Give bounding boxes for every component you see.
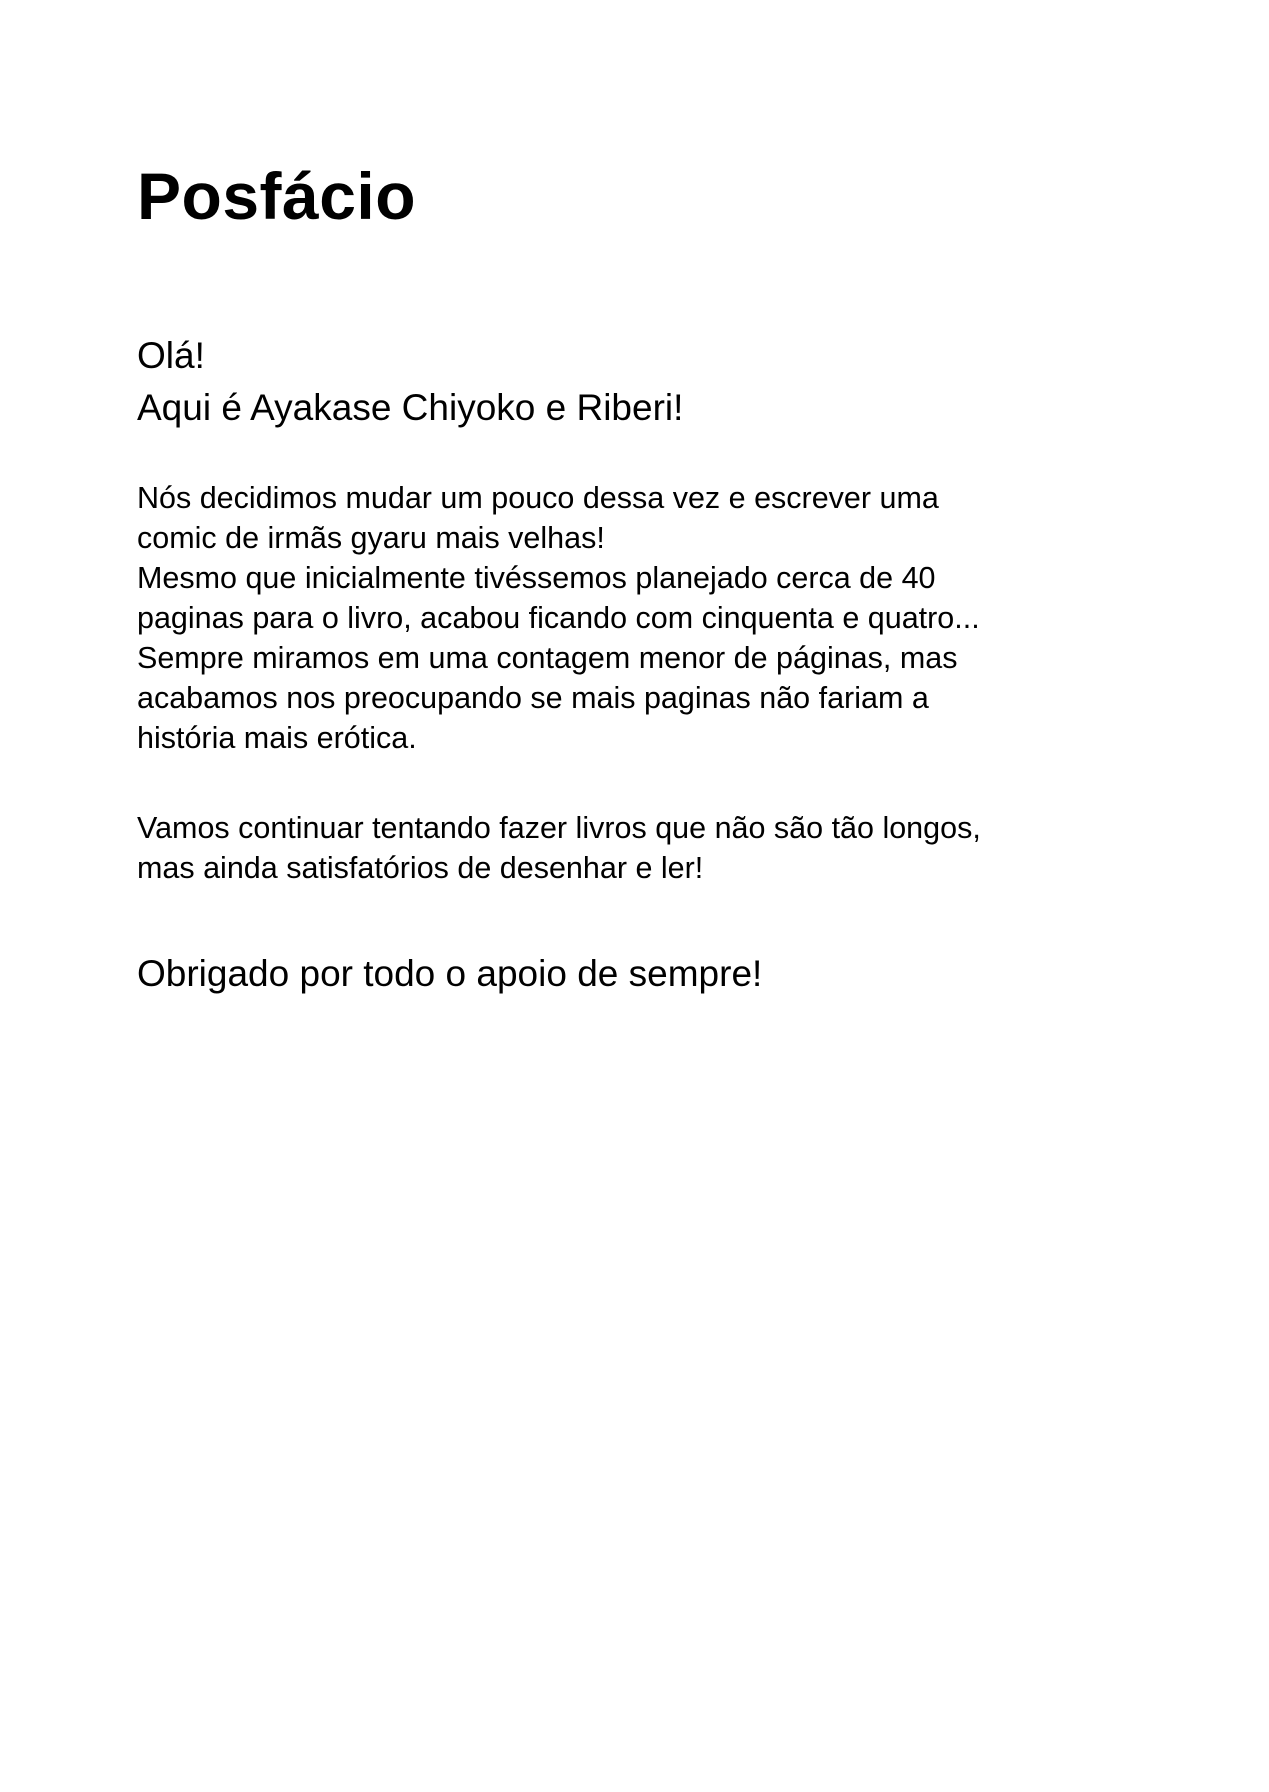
paragraph-line: comic de irmãs gyaru mais velhas! [137, 521, 605, 555]
paragraph-line: Vamos continuar tentando fazer livros que não são tão longos, [137, 811, 981, 845]
page-title: Posfácio [137, 159, 417, 233]
paragraph-line: Mesmo que inicialmente tivéssemos planejado cerca de 40 [137, 561, 936, 595]
paragraph-line: história mais erótica. [137, 721, 417, 755]
paragraph-line: paginas para o livro, acabou ficando com cinquenta e quatro... [137, 601, 980, 635]
paragraph-line: mas ainda satisfatórios de desenhar e ler! [137, 851, 704, 885]
paragraph-line: Sempre miramos em uma contagem menor de páginas, mas [137, 641, 958, 675]
closing-line: Obrigado por todo o apoio de sempre! [137, 953, 763, 994]
greeting-line: Olá! [137, 335, 205, 376]
greeting-line: Aqui é Ayakase Chiyoko e Riberi! [137, 387, 684, 428]
paragraph-line: acabamos nos preocupando se mais paginas não fariam a [137, 681, 929, 715]
paragraph-line: Nós decidimos mudar um pouco dessa vez e escrever uma [137, 481, 939, 515]
